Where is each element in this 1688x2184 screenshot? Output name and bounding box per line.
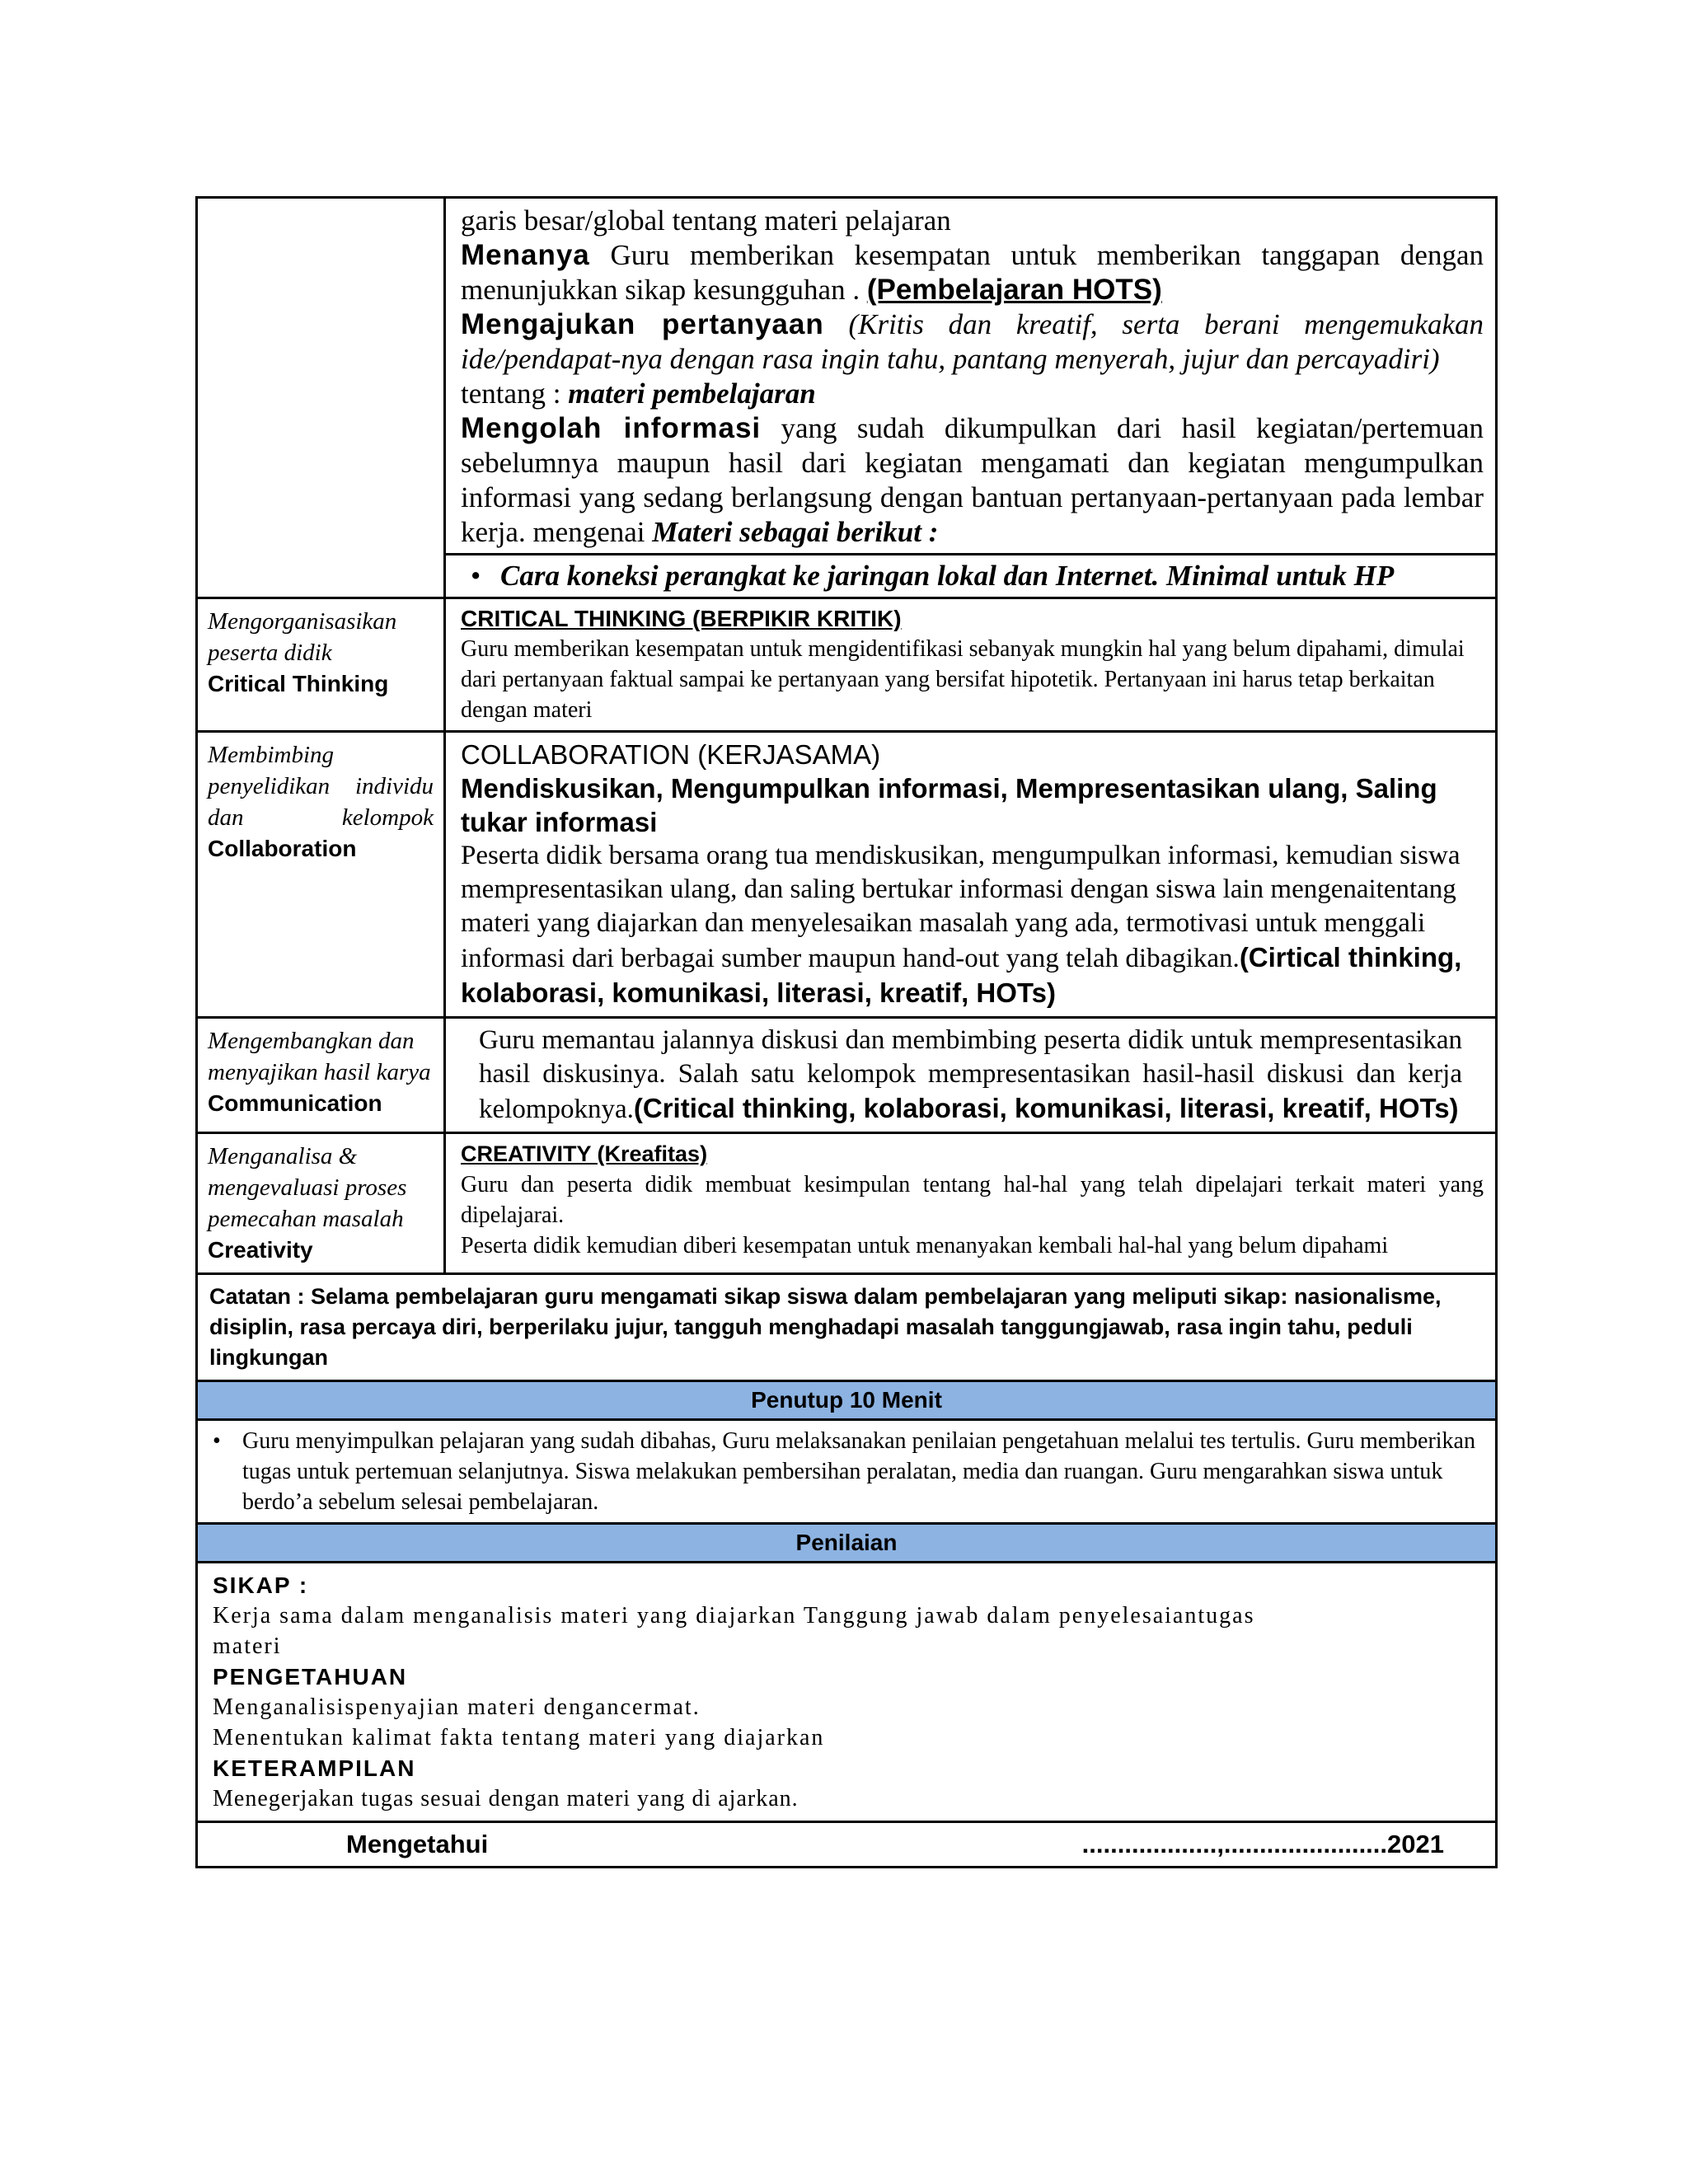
row-creativity	[198, 1134, 1495, 1275]
materi-bullet-list	[446, 553, 1495, 597]
signature-line	[198, 1823, 1495, 1866]
critical-label-cell	[198, 599, 446, 730]
penilaian-content	[198, 1563, 1495, 1821]
date-placeholder: ...................,.......................2021	[1081, 1830, 1444, 1858]
creativity-content	[446, 1134, 1495, 1272]
mengolah-materi: Materi sebagai berikut :	[652, 516, 939, 548]
critical-heading: CRITICAL THINKING (BERPIKIR KRITIK)	[461, 606, 902, 631]
critical-skill-label: Critical Thinking	[208, 671, 389, 696]
row-menanya	[198, 199, 1495, 599]
menanya-text: Guru memberikan kesempatan untuk memberikan tanggapan dengan menunjukkan sikap kesungguhan .	[461, 239, 1484, 306]
row-menanya-content	[446, 199, 1495, 597]
communication-content	[446, 1019, 1495, 1132]
creativity-text-2: Peserta didik kemudian diberi kesempatan untuk menanyakan kembali hal-hal yang belum dipahami	[461, 1233, 1389, 1258]
communication-phase-label: Mengembangkan dan menyajikan hasil karya	[208, 1028, 431, 1085]
collaboration-content	[446, 733, 1495, 1016]
critical-content	[446, 599, 1495, 730]
mengolah-title: Mengolah informasi	[461, 412, 762, 444]
collaboration-text-bold: (Cirtical thinking, kolaborasi, komunikasi, literasi, kreatif, HOTs)	[461, 942, 1462, 1008]
row-collaboration	[198, 733, 1495, 1019]
collaboration-text: Peserta didik bersama orang tua mendiskusikan, mengumpulkan informasi, kemudian siswa mempresentasikan ulang, dan saling bertukar informasi dengan siswa lain mengenaitentang materi yang diajarkan dan menyelesaikan masalah yang ada, termotivasi untuk menggali informasi dari berbagai sumber maupun hand-out yang telah dibagikan.	[461, 841, 1461, 973]
mengajukan-text: (Kritis dan kreatif, serta berani mengemukakan ide/pendapat-nya dengan rasa ingin tahu, pantang menyerah, jujur dan percayadiri)	[461, 308, 1484, 375]
mengolah-text: yang sudah dikumpulkan dari hasil kegiatan/pertemuan sebelumnya maupun hasil dari kegiatan mengamati dan kegiatan mengumpulkan informasi yang sedang berlangsung dengan bantuan pertanyaan-pertanyaan pada lembar kerja. mengenai	[461, 412, 1484, 548]
bullet-item-text: Cara koneksi perangkat ke jaringan lokal dan Internet. Minimal untuk HP	[500, 560, 1395, 592]
collaboration-subheading: Mendiskusikan, Mengumpulkan informasi, Mempresentasikan ulang, Saling tukar informasi	[461, 773, 1437, 837]
creativity-skill-label: Creativity	[208, 1237, 313, 1263]
communication-skill-label: Communication	[208, 1090, 382, 1116]
catatan-text: Catatan : Selama pembelajaran guru mengamati sikap siswa dalam pembelajaran yang meliputi sikap: nasionalisme, disiplin, rasa percaya diri, berperilaku jujur, tangguh menghadapi masalah tanggungjawab, rasa ingin tahu, peduli lingkungan	[209, 1284, 1442, 1370]
menanya-title: Menanya	[461, 239, 590, 271]
lesson-table	[195, 196, 1498, 1868]
bullet-icon: •	[471, 560, 481, 592]
creativity-heading: CREATIVITY (Kreafitas)	[461, 1141, 708, 1166]
tentang-value: materi pembelajaran	[568, 377, 816, 410]
collaboration-skill-label: Collaboration	[208, 836, 357, 861]
creativity-phase-label: Menganalisa & mengevaluasi proses pemecahan masalah	[208, 1143, 407, 1232]
creativity-text-1: Guru dan peserta didik membuat kesimpulan tentang hal-hal yang telah dipelajari terkait materi yang dipelajarai.	[461, 1172, 1484, 1228]
sikap-text: Kerja sama dalam menganalisis materi yang diajarkan Tanggung jawab dalam penyelesaiantugas materi	[213, 1603, 1255, 1659]
row-signature	[198, 1823, 1495, 1866]
penilaian-band: Penilaian	[198, 1525, 1495, 1563]
communication-text: Guru memantau jalannya diskusi dan membimbing peserta didik untuk mempresentasikan hasil diskusinya. Salah satu kelompok mempresentasikan hasil-hasil diskusi dan kerja kelompoknya.	[479, 1025, 1462, 1124]
communication-label-cell	[198, 1019, 446, 1132]
collaboration-label-cell	[198, 733, 446, 1016]
menanya-block	[446, 199, 1495, 553]
row-critical-thinking	[198, 599, 1495, 733]
row-catatan	[198, 1275, 1495, 1382]
row-communication	[198, 1019, 1495, 1134]
collaboration-phase-label: Membimbing penyelidikan individu dan kelompok	[208, 742, 434, 831]
list-item	[471, 559, 1484, 593]
critical-phase-label: Mengorganisasikan peserta didik	[208, 608, 397, 666]
penutup-content	[198, 1421, 1495, 1522]
row-penutup	[198, 1382, 1495, 1525]
penutup-text: Guru menyimpulkan pelajaran yang sudah dibahas, Guru melaksanakan penilaian pengetahuan melalui tes tertulis. Guru memberikan tugas untuk pertemuan selanjutnya. Siswa melakukan pembersihan peralatan, media dan ruangan. Guru mengarahkan siswa untuk berdo’a sebelum selesai pembelajaran.	[242, 1428, 1475, 1515]
keterampilan-text: Menegerjakan tugas sesuai dengan materi yang di ajarkan.	[213, 1786, 799, 1811]
row-menanya-label-cell	[198, 199, 446, 597]
lesson-plan-document	[195, 196, 1498, 1868]
pengetahuan-item-2: Menentukan kalimat fakta tentang materi yang diajarkan	[213, 1725, 825, 1750]
penutup-band: Penutup 10 Menit	[198, 1382, 1495, 1421]
intro-line: garis besar/global tentang materi pelajaran	[461, 204, 951, 237]
keterampilan-title: KETERAMPILAN	[213, 1755, 416, 1781]
sikap-title: SIKAP :	[213, 1572, 309, 1598]
tentang-label: tentang :	[461, 377, 569, 410]
mengajukan-title: Mengajukan pertanyaan	[461, 308, 824, 340]
pengetahuan-title: PENGETAHUAN	[213, 1664, 408, 1690]
bullet-icon: •	[213, 1428, 221, 1454]
communication-text-bold: (Critical thinking, kolaborasi, komunikasi, literasi, kreatif, HOTs)	[633, 1093, 1459, 1123]
pengetahuan-item-1: Menganalisispenyajian materi dengancermat.	[213, 1694, 701, 1720]
mengetahui-label: Mengetahui	[346, 1830, 489, 1858]
row-penilaian	[198, 1525, 1495, 1823]
menanya-hots: (Pembelajaran HOTS)	[866, 274, 1162, 306]
creativity-label-cell	[198, 1134, 446, 1272]
collaboration-heading: COLLABORATION (KERJASAMA)	[461, 739, 881, 770]
list-item	[213, 1426, 1484, 1517]
critical-text: Guru memberikan kesempatan untuk mengidentifikasi sebanyak mungkin hal yang belum dipahami, dimulai dari pertanyaan faktual sampai ke pertanyaan yang bersifat hipotetik. Pertanyaan ini harus tetap berkaitan dengan materi	[461, 636, 1465, 723]
